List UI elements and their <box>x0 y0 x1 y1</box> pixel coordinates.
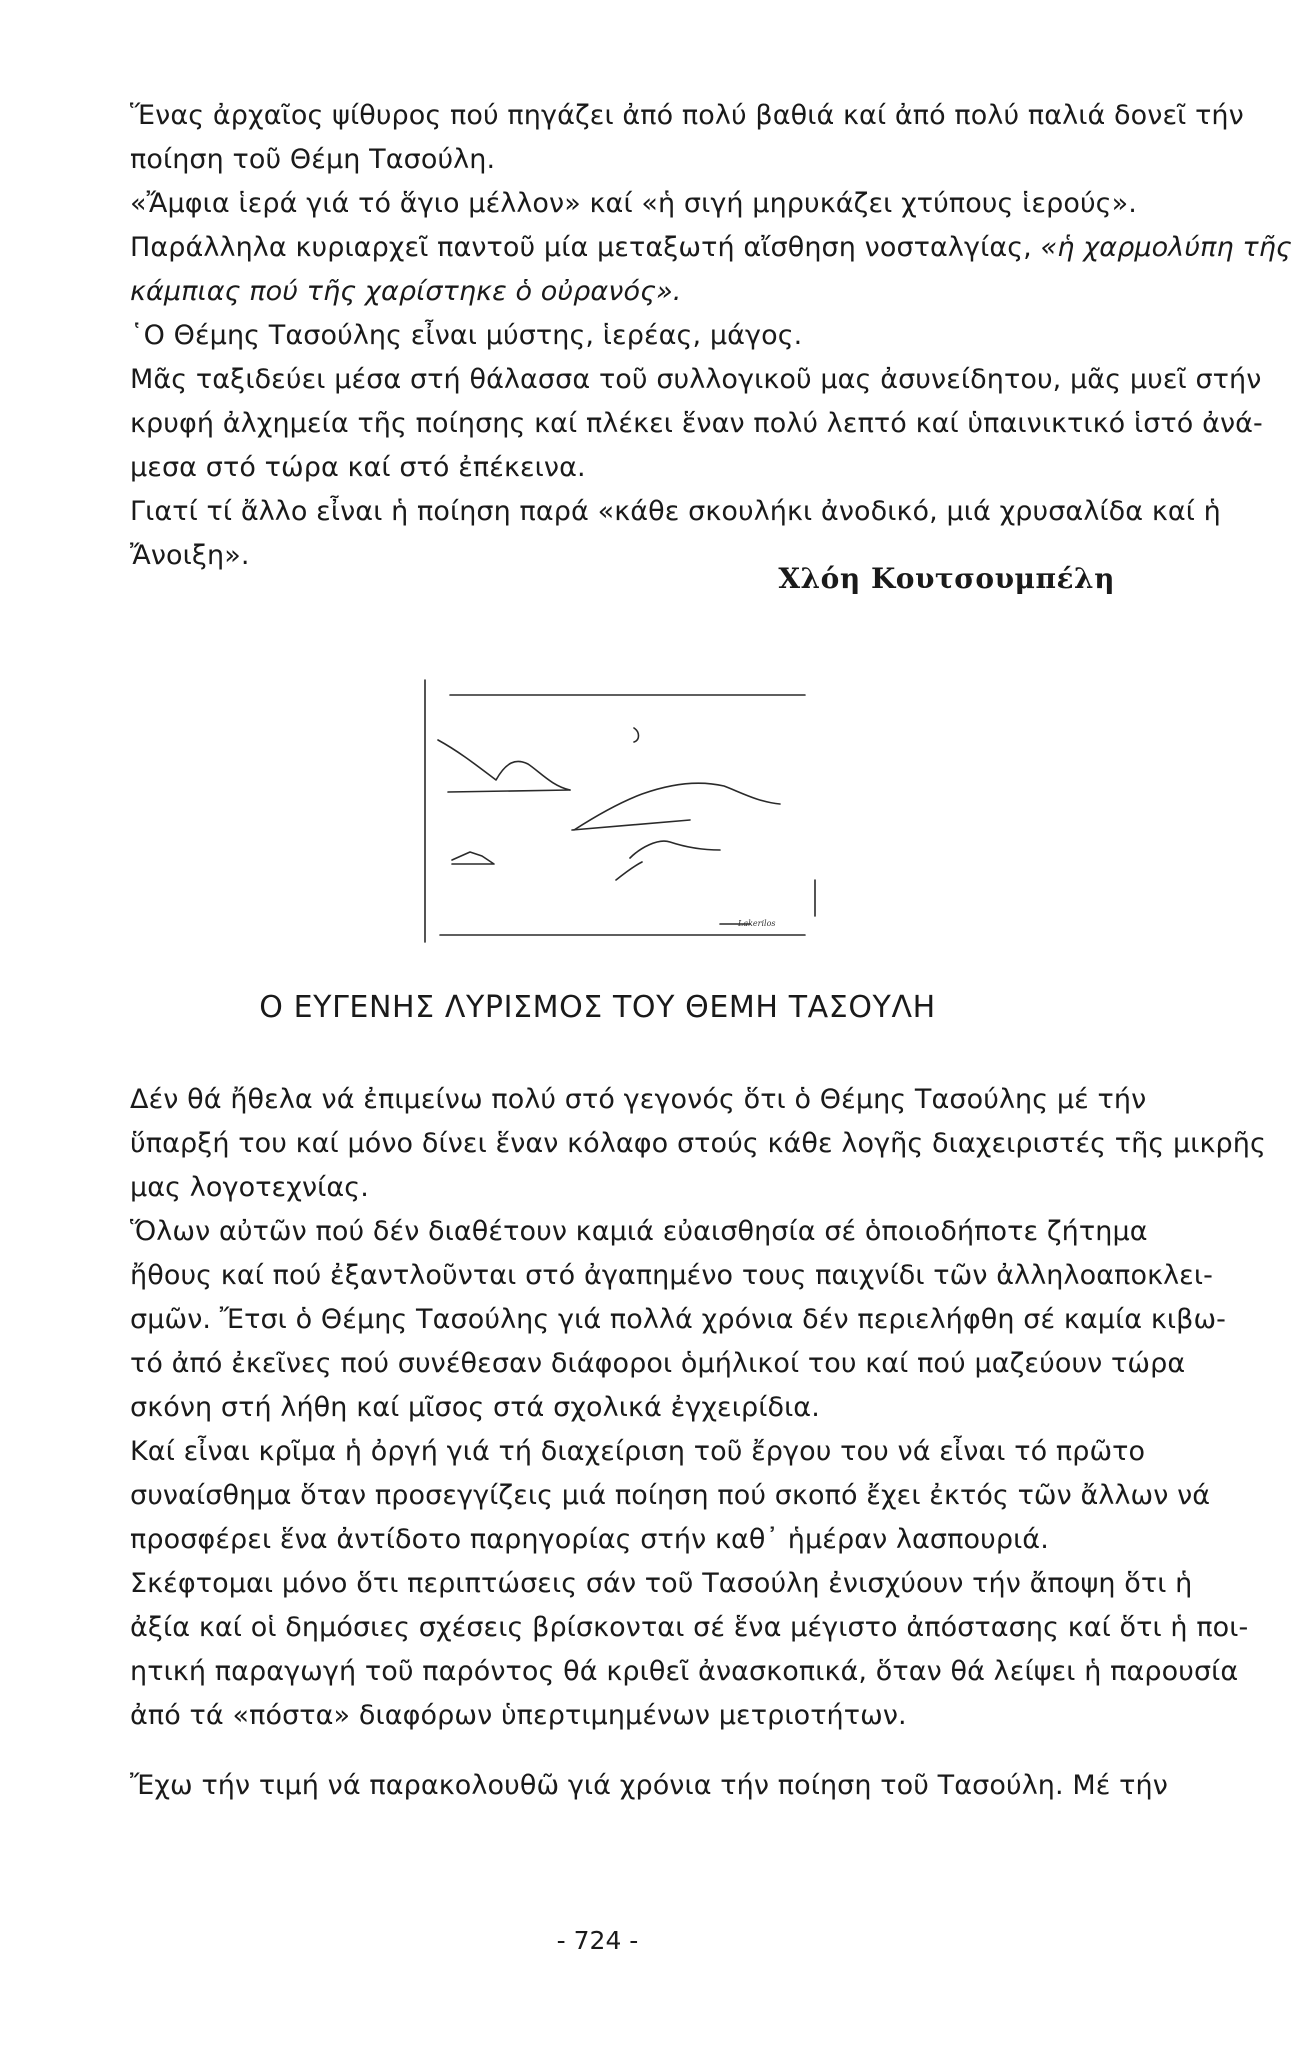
article-line-11: προσφέρει ἕνα ἀντίδοτο παρηγορίας στήν καθ᾽ ἡμέραν λασπουριά. <box>130 1524 1049 1555</box>
intro-line-3: «Ἄμφια ἱερά γιά τό ἅγιο μέλλον» καί «ἡ σιγή μηρυκάζει χτύπους ἱερούς». <box>130 188 1137 219</box>
intro-line-4 <box>130 230 1292 266</box>
intro-line-8: κρυφή ἀλχημεία τῆς ποίησης καί πλέκει ἕναν πολύ λεπτό καί ὑπαινικτικό ἱστό ἀνά- <box>130 408 1263 439</box>
sketch-mountain-left <box>438 740 570 790</box>
article-line-1: Δέν θά ἤθελα νά ἐπιμείνω πολύ στό γεγονός ὅτι ὁ Θέμης Τασούλης μέ τήν <box>130 1084 1147 1115</box>
intro-line-7: Μᾶς ταξιδεύει μέσα στή θάλασσα τοῦ συλλογικοῦ μας ἀσυνείδητου, μᾶς μυεῖ στήν <box>130 364 1262 395</box>
intro-line-6: ῾Ο Θέμης Τασούλης εἶναι μύστης, ἱερέας, μάγος. <box>130 320 803 351</box>
landscape-sketch <box>420 680 820 950</box>
article-line-6: σμῶν. Ἔτσι ὁ Θέμης Τασούλης γιά πολλά χρόνια δέν περιελήφθη σέ καμία κιβω- <box>130 1304 1227 1335</box>
article-line-14: ητική παραγωγή τοῦ παρόντος θά κριθεῖ ἀνασκοπικά, ὅταν θά λείψει ἡ παρουσία <box>130 1656 1239 1687</box>
article-line-7: τό ἀπό ἐκεῖνες πού συνέθεσαν διάφοροι ὁμήλικοί του καί πού μαζεύουν τώρα <box>130 1348 1186 1379</box>
sketch-artist-signature: Lakerilos <box>738 919 776 928</box>
article-line-13: ἀξία καί οἱ δημόσιες σχέσεις βρίσκονται σέ ἕνα μέγιστο ἀπόστασης καί ὅτι ἡ ποι- <box>130 1612 1249 1643</box>
intro-line-2: ποίηση τοῦ Θέμη Τασούλη. <box>130 144 496 175</box>
article-line-4: Ὅλων αὐτῶν πού δέν διαθέτουν καμιά εὐαισθησία σέ ὁποιοδήποτε ζήτημα <box>130 1216 1148 1247</box>
sketch-horizon-left <box>448 790 570 792</box>
article-line-2: ὕπαρξή του καί μόνο δίνει ἕναν κόλαφο στούς κάθε λογῆς διαχειριστές τῆς μικρῆς <box>130 1128 1266 1159</box>
article-line-12: Σκέφτομαι μόνο ὅτι περιπτώσεις σάν τοῦ Τασούλη ἐνισχύουν τήν ἄποψη ὅτι ἡ <box>130 1568 1193 1599</box>
article-line-3: μας λογοτεχνίας. <box>130 1172 369 1203</box>
intro-line-1: Ἕνας ἀρχαῖος ψίθυρος πού πηγάζει ἀπό πολύ βαθιά καί ἀπό πολύ παλιά δονεῖ τήν <box>130 100 1244 131</box>
article-line-10: συναίσθημα ὅταν προσεγγίζεις μιά ποίηση πού σκοπό ἔχει ἐκτός τῶν ἄλλων νά <box>130 1480 1211 1511</box>
page-number: - 724 - <box>556 1926 639 1955</box>
intro-line-11: Ἄνοιξη». <box>130 540 250 571</box>
article-line-8: σκόνη στή λήθη καί μῖσος στά σχολικά ἐγχειρίδια. <box>130 1392 820 1423</box>
intro-line-4-text: Παράλληλα κυριαρχεῖ παντοῦ μία μεταξωτή αἴσθηση νοσταλγίας, <box>130 232 1032 263</box>
author-signature: Χλόη Κουτσουμπέλη <box>778 562 1115 595</box>
article-line-15: ἀπό τά «πόστα» διαφόρων ὑπερτιμημένων μετριοτήτων. <box>130 1700 907 1731</box>
sketch-island-right <box>574 783 780 830</box>
article-line-9: Καί εἶναι κρῖμα ἡ ὀργή γιά τή διαχείριση τοῦ ἔργου του νά εἶναι τό πρῶτο <box>130 1436 1146 1467</box>
sketch-island-lower <box>630 841 720 858</box>
sketch-shore-stroke <box>616 862 642 880</box>
intro-line-9: μεσα στό τώρα καί στό ἐπέκεινα. <box>130 452 586 483</box>
intro-line-4-quote: «ἡ χαρμολύπη τῆς <box>1040 232 1292 263</box>
article-line-16: Ἔχω τήν τιμή νά παρακολουθῶ γιά χρόνια τήν ποίηση τοῦ Τασούλη. Μέ τήν <box>130 1770 1168 1801</box>
article-line-5: ἤθους καί πού ἐξαντλοῦνται στό ἀγαπημένο τους παιχνίδι τῶν ἀλληλοαποκλει- <box>130 1260 1213 1291</box>
sketch-crescent-moon <box>634 728 639 742</box>
sketch-small-island <box>452 852 494 864</box>
article-heading: Ο ΕΥΓΕΝΗΣ ΛΥΡΙΣΜΟΣ ΤΟΥ ΘΕΜΗ ΤΑΣΟΥΛΗ <box>259 990 936 1025</box>
sketch-horizon-right <box>572 820 690 830</box>
intro-line-10: Γιατί τί ἄλλο εἶναι ἡ ποίηση παρά «κάθε σκουλήκι ἀνοδικό, μιά χρυσαλίδα καί ἡ <box>130 496 1221 527</box>
intro-line-5: κάμπιας πού τῆς χαρίστηκε ὁ οὐρανός». <box>130 276 682 307</box>
